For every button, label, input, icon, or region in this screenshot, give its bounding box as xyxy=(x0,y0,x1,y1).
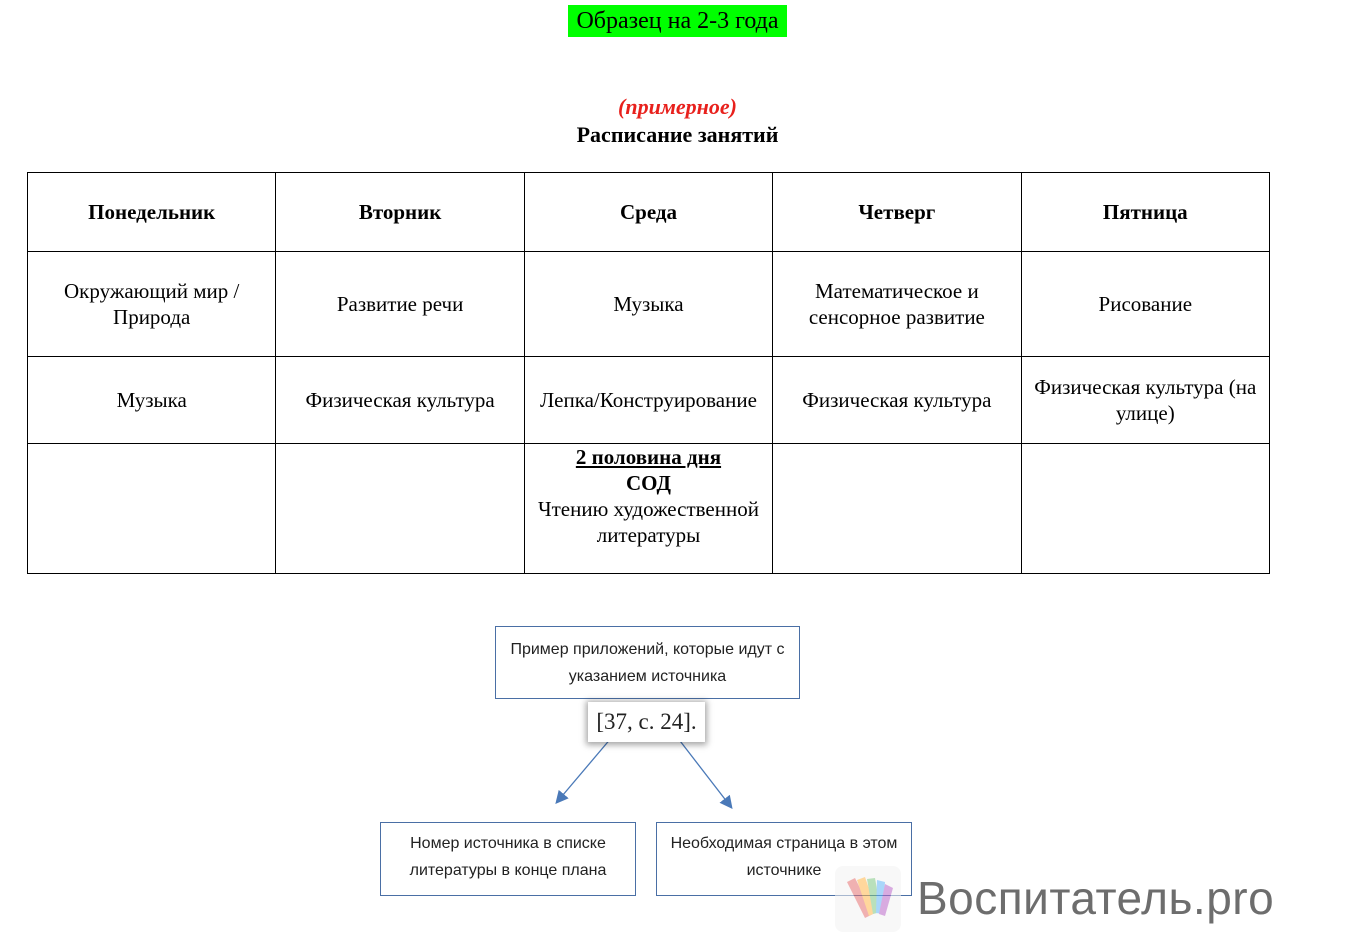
approximate-subtitle: (примерное) xyxy=(618,94,737,119)
table-cell-empty xyxy=(773,444,1021,574)
table-cell-empty xyxy=(28,444,276,574)
day-header-friday: Пятница xyxy=(1021,173,1269,252)
arrow-to-page-number xyxy=(677,737,731,807)
table-row xyxy=(28,357,1270,444)
schedule-table xyxy=(27,172,1270,574)
table-row xyxy=(28,252,1270,357)
table-cell-empty xyxy=(276,444,524,574)
table-cell: Рисование xyxy=(1021,252,1269,357)
day-header-wednesday: Среда xyxy=(524,173,772,252)
table-cell: Музыка xyxy=(28,357,276,444)
table-cell: Окружающий мир / Природа xyxy=(28,252,276,357)
watermark xyxy=(833,860,1333,935)
table-cell: Математическое и сенсорное развитие xyxy=(773,252,1021,357)
day-header-monday: Понедельник xyxy=(28,173,276,252)
table-cell: Физическая культура xyxy=(773,357,1021,444)
pencils-logo-icon xyxy=(833,862,903,934)
schedule-title: Расписание занятий xyxy=(576,122,779,147)
day-header-tuesday: Вторник xyxy=(276,173,524,252)
sample-age-title: Образец на 2-3 года xyxy=(568,5,787,37)
afternoon-note-cell xyxy=(524,444,772,574)
table-cell: Физическая культура (на улице) xyxy=(1021,357,1269,444)
table-cell: Лепка/Конструирование xyxy=(524,357,772,444)
table-cell: Физическая культура xyxy=(276,357,524,444)
table-row xyxy=(28,444,1270,574)
citation-example: [37, с. 24]. xyxy=(588,702,705,742)
table-cell: Развитие речи xyxy=(276,252,524,357)
sod-label: СОД xyxy=(626,471,671,495)
reading-activity: Чтению художественной литературы xyxy=(537,497,759,547)
diagram-page-box: Необходимая страница в этом источнике xyxy=(656,822,912,896)
diagram-source-number-box: Номер источника в списке литературы в конце плана xyxy=(380,822,636,896)
table-header-row xyxy=(28,173,1270,252)
day-header-thursday: Четверг xyxy=(773,173,1021,252)
watermark-text: Воспитатель.pro xyxy=(917,872,1275,924)
table-cell: Музыка xyxy=(524,252,772,357)
arrow-to-source-number xyxy=(557,737,612,802)
diagram-top-box: Пример приложений, которые идут с указанием источника xyxy=(495,626,800,699)
afternoon-label: 2 половина дня xyxy=(575,445,722,469)
table-cell-empty xyxy=(1021,444,1269,574)
